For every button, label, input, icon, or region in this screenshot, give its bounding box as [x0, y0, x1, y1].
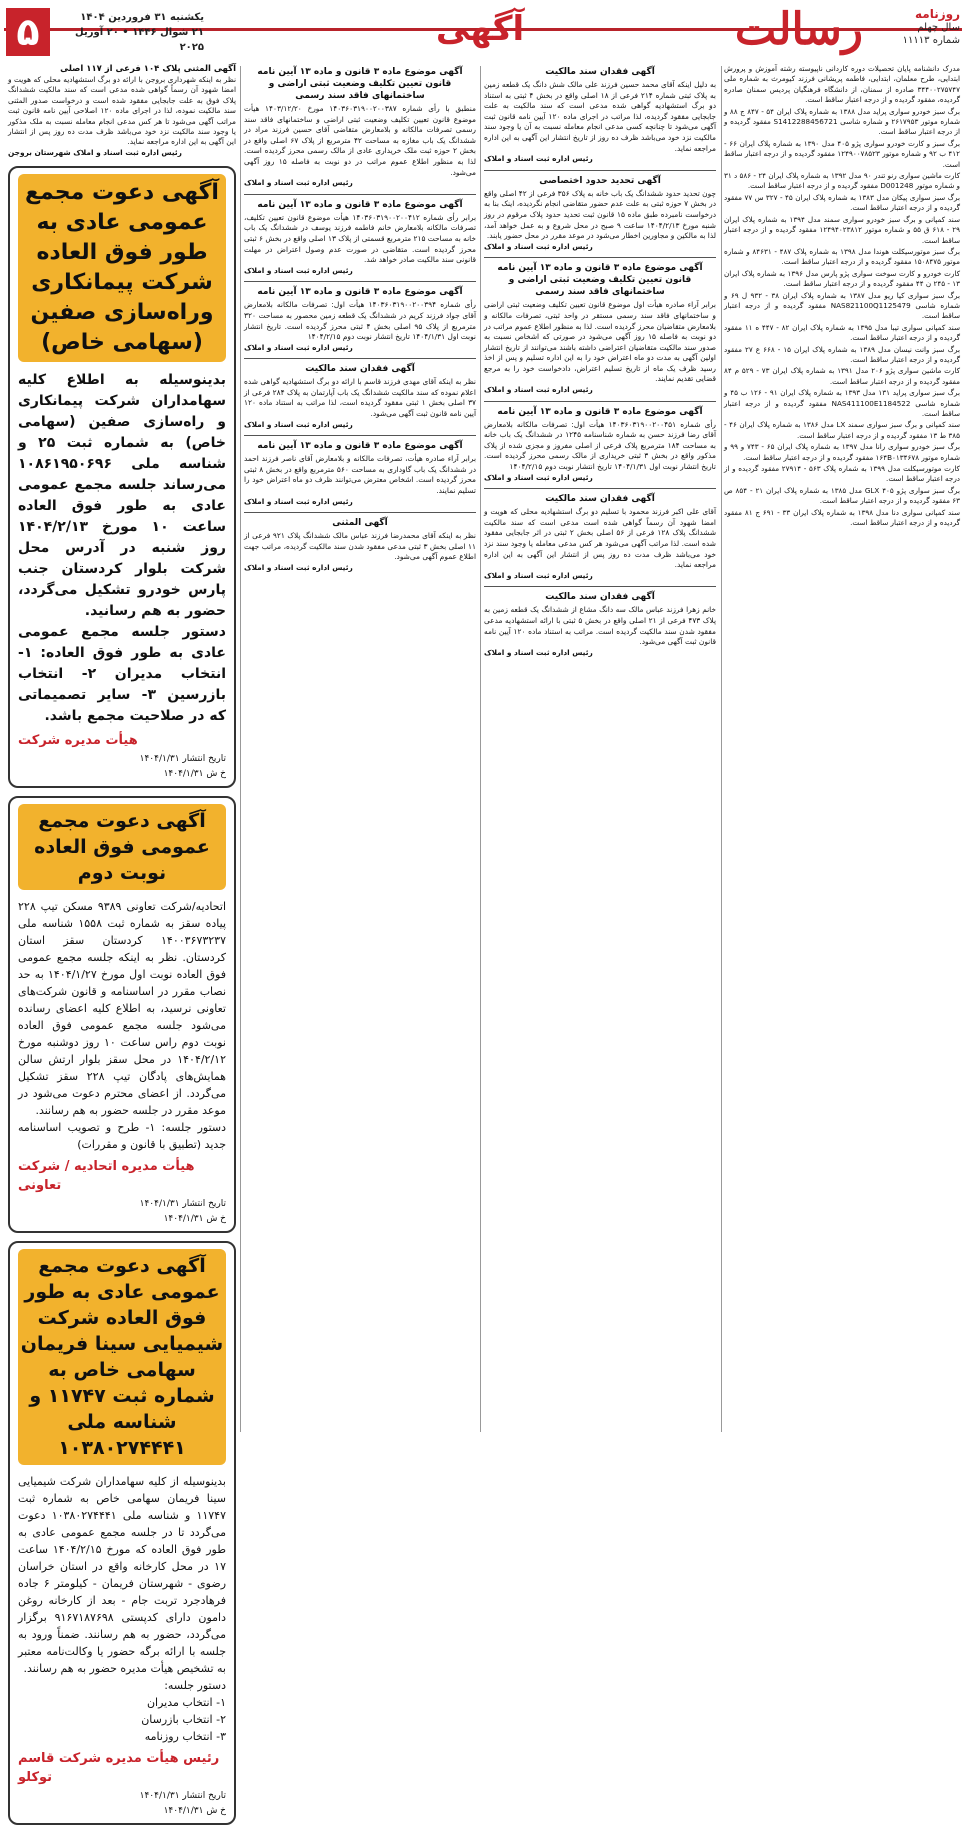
- divider: [484, 488, 716, 489]
- notice-text: آقای علی اکبر فرزند محمود با تسلیم دو برگ استشهادیه محلی که هویت و امضا شهود آن رسماً گواهی شده است مدعی است که سند مالکیت ششدانگ پلاک ۱۲۸ فرعی از ۵۶ اصلی بخش ۲ ثبتی در اثر جابجایی مفقود شده است. لذا مراتب آگهی می‌شود هر کس مدعی معامله یا وجود سند نزد خود می‌باشد ظرف مدت ده روز پس از انتشار این آگهی به این اداره مراجعه نماید.: [484, 507, 717, 570]
- ad-body: اتحادیه/شرکت تعاونی ۹۳۸۹ مسکن تیپ ۲۲۸ پیاده سقز به شماره ثبت ۱۵۵۸ شناسه ملی ۱۴۰۰۳۶۷۳۲۳۷ کردستان سقز استان کردستان. نظر به اینکه جلسه مجمع عمومی فوق العاده نوبت اول مورخ ۱۴۰۴/۱/۲۷ به حد نصاب مقرر در اساسنامه و قانون شرکت‌های تعاونی نرسید، به اطلاع کلیه اعضای رسانده می‌شود جلسه مجمع عمومی فوق العاده نوبت دوم راس ساعت ۱۰ روز دوشنبه مورخ ۱۴۰۴/۲/۱۲ در محل سقز بلوار ارتش سالن همایش‌های پادگان تیپ ۲۲۸ سقز تشکیل می‌گردد. از اعضای محترم دعوت می‌شود در موعد مقرر در جلسه حضور به هم رسانند.: [18, 900, 227, 1118]
- notice-title: آگهی موضوع ماده ۳ قانون و ماده ۱۳ آیین نامه: [257, 287, 463, 298]
- legal-notice: [244, 440, 476, 507]
- notice-text: برابر آراء صادره هیأت، تصرفات مالکانه و بلامعارض آقای ناصر فرزند احمد در ششدانگ یک باب گاوداری به مساحت ۵۶۰ مترمربع واقع در بخش ۸ ثبتی محرز گردیده است. اشخاص معترض می‌توانند ظرف دو ماه اعتراض خود را تسلیم نمایند.: [244, 454, 476, 496]
- section-title: آگهی: [435, 9, 525, 49]
- legal-notice: [244, 199, 476, 277]
- ad-signer: هیأت مدیره اتحادیه / شرکت تعاونی: [18, 1159, 195, 1194]
- assembly-ads-column: [8, 64, 237, 1817]
- notice-text: برابر رأی شماره ۱۴۰۳۶۰۳۱۹۰۰۲۰۰۴۱۲ هیأت موضوع قانون تعیین تکلیف، تصرفات مالکانه بلامعارض خانم فاطمه فرزند یوسف در ششدانگ یک باب خانه به مساحت ۲۱۵ مترمربع قسمتی از پلاک ۱۳ اصلی واقع در بخش ۶ ثبتی محرز گردیده است. متقاضی در صورت عدم وصول اعتراض در مهلت قانونی سند مالکیت صادر خواهد شد.: [244, 212, 477, 265]
- legal-notice: [484, 406, 716, 484]
- legal-notice: [484, 66, 716, 165]
- divider: [244, 358, 476, 359]
- divider: [484, 170, 716, 171]
- notice-text: نظر به اینکه آقای مهدی فرزند قاسم با ارائه دو برگ استشهادیه گواهی شده اعلام نموده که سند مالکیت ششدانگ یک باب آپارتمان به پلاک ۲۸۴ فرعی از ۳۷ اصلی بخش ۱ ثبتی مفقود گردیده است، لذا مراتب به استناد ماده ۱۲۰ آیین نامه قانون ثبت آگهی می‌شود.: [244, 377, 477, 419]
- legal-notice: [484, 493, 716, 581]
- ad-publish-date: تاریخ انتشار ۱۴۰۴/۱/۳۱: [139, 1199, 226, 1210]
- list-item: برگ سبز موتورسیکلت هوندا مدل ۱۳۹۸ به شماره پلاک ۴۸۷ - ۸۴۶۳۱ و شماره موتور ۱۵۰۸۴۷۵ مفقود گردیده و از درجه اعتبار ساقط است.: [724, 246, 960, 267]
- notice-title: آگهی المثنی پلاک ۱۰۴ فرعی از ۱۱۷ اصلی: [60, 64, 236, 74]
- assembly-ad-cooperative: [8, 796, 236, 1233]
- list-item: کارت موتورسیکلت مدل ۱۳۹۹ به شماره پلاک ۵۶۳ - ۲۷۹۱۴ مفقود گردیده و از درجه اعتبار ساقط است.: [724, 464, 960, 484]
- issue-number: شماره ۱۱۱۱۳: [902, 35, 960, 46]
- ad-signer: رئیس هیأت مدیره شرکت قاسم توکلو: [18, 1751, 220, 1786]
- ad-signer: هیأت مدیره شرکت: [18, 733, 138, 749]
- list-item: برگ سبز سواری پراید ۱۳۱ مدل ۱۳۹۳ به شماره پلاک ایران ۹۱ - ۱۲۶ ب ۴۵ و شماره شاسی NAS411100E1184522 مفقود گردیده و از درجه اعتبار ساقط است.: [724, 388, 961, 418]
- notice-text: چون تحدید حدود ششدانگ یک باب خانه به پلاک ۳۵۶ فرعی از ۴۲ اصلی واقع در بخش ۷ حوزه ثبتی به علت عدم حضور متقاضی انجام نگردیده، اینک بنا به درخواست نامبرده طبق ماده ۱۵ قانون ثبت تحدید حدود پلاک مرقوم در روز شنبه مورخ ۱۴۰۴/۲/۱۳ ساعت ۹ صبح در محل شروع و به عمل خواهد آمد، لذا به مالکین و مجاورین اخطار می‌شود در موعد مقرر در محل حضور یابند.: [484, 188, 717, 241]
- column-divider: [480, 66, 481, 1432]
- notice-text: منطبق با رأی شماره ۱۴۰۳۶۰۳۱۹۰۰۲۰۰۳۸۷ مورخ ۱۴۰۳/۱۲/۲۰ هیأت موضوع قانون تعیین تکلیف وضعیت ثبتی اراضی و ساختمانهای فاقد سند رسمی تصرفات مالکانه و بلامعارض متقاضی آقای حسین فرزند مراد در ششدانگ یک باب مغازه به مساحت ۴۲ مترمربع از پلاک ۶۷ اصلی واقع در بخش ۲ حوزه ثبت ملک خریداری عادی از مالک رسمی محرز گردیده است. لذا به منظور اطلاع عموم مراتب در دو نوبت به فاصله ۱۵ روز آگهی می‌شود.: [244, 104, 477, 177]
- legal-notice: [484, 175, 716, 253]
- ad-agenda-item: ۳- انتخاب روزنامه: [144, 1730, 226, 1744]
- ad-publish-date: تاریخ انتشار ۱۴۰۴/۱/۳۱: [139, 1791, 226, 1802]
- notice-signature: رئیس اداره ثبت اسناد و املاک: [244, 342, 353, 352]
- legal-notice: [244, 286, 476, 353]
- list-item: برگ سبز خودرو سواری رانا مدل ۱۳۹۷ به شماره پلاک ایران ۶۵ - ۷۴۳ و ۹۹ و شماره موتور ۱۶۴B۰۱۳۴۶۷۸ مفقود گردیده و از درجه اعتبار ساقط است.: [724, 442, 960, 462]
- notice-signature: رئیس اداره ثبت اسناد و املاک: [244, 178, 353, 188]
- date-line-2: ۲۱ شوال ۱۴۴۶ • ۲۰ آوریل ۲۰۲۵: [75, 27, 204, 53]
- ad-title: آگهی دعوت مجمع عمومی فوق العاده نوبت دوم: [18, 804, 226, 890]
- notice-signature: رئیس اداره ثبت اسناد و املاک شهرستان بروجن: [8, 147, 182, 157]
- notice-title: آگهی موضوع ماده ۳ قانون و ماده ۱۳ آیین نامه: [257, 441, 463, 452]
- divider: [484, 586, 716, 587]
- legal-notice: [244, 66, 476, 189]
- notice-text: خانم زهرا فرزند عباس مالک سه دانگ مشاع از ششدانگ یک قطعه زمین به پلاک ۴۷۳ فرعی از ۲۱ اصلی واقع در بخش ۵ ثبتی با ارائه استشهادیه مدعی مفقود شدن سند مالکیت گردیده است. مراتب به استناد ماده ۱۲۰ آیین نامه قانون ثبت آگهی می‌شود.: [484, 605, 717, 647]
- column-divider: [240, 66, 241, 1432]
- notice-text: نظر به اینکه شهرداری بروجن با ارائه دو برگ استشهادیه محلی که هویت و امضا شهود آن رسماً گواهی شده مدعی است که سند مالکیت ششدانگ پلاک فوق به علت جابجایی مفقود شده است و درخواست صدور المثنی سند مالکیت نموده، لذا در اجرای ماده ۱۲۰ اصلاحی آیین نامه قانون ثبت مراتب آگهی می‌شود تا هر کس مدعی انجام معامله نسبت به ملک مذکور یا وجود سند مالکیت نزد خود می‌باشد ظرف مدت ده روز پس از انتشار این آگهی به این اداره مراجعه نماید.: [8, 75, 237, 147]
- ad-agenda-item: ۱- انتخاب مدیران: [146, 1696, 226, 1710]
- ad-code: خ ش ۱۴۰۴/۱/۳۱: [163, 769, 226, 780]
- notice-title: آگهی فقدان سند مالکیت: [545, 592, 655, 603]
- ad-body: بدینوسیله از کلیه سهامداران شرکت شیمیایی سینا فریمان سهامی خاص به شماره ثبت ۱۱۷۴۷ و شناسه ملی ۱۰۳۸۰۲۷۴۴۴۱ دعوت می‌گردد تا در جلسه مجمع عمومی عادی به طور فوق العاده که مورخ ۱۴۰۴/۲/۱۵ ساعت ۱۷ در محل کارخانه واقع در استان خراسان رضوی - شهرستان فریمان - کیلومتر ۶ جاده فرهادجرد تربت جام - بعد از کارخانه روغن دامون دارای کدپستی ۹۱۶۷۱۸۷۶۹۸ برگزار می‌گردد، حضور به هم رسانند. ضمناً ورود به جلسه با ارائه برگه حضور یا وکالت‌نامه معتبر به تشخیص هیأت مدیره حضور به هم رسانند.: [18, 1475, 226, 1676]
- list-item: سند کمپانی سواری تیبا مدل ۱۳۹۵ به شماره پلاک ایران ۸۲ - ۴۴۷ ه ۱۱ مفقود گردیده و از درجه اعتبار ساقط است.: [724, 322, 960, 343]
- notice-title: آگهی موضوع ماده ۳ قانون و ماده ۱۳ آیین نامه: [497, 406, 703, 417]
- list-item: کارت ماشین سواری پژو ۲۰۶ مدل ۱۳۹۱ به شماره پلاک ایران ۷۳ - ۵۲۹ م ۸۴ مفقود گردیده و از درجه اعتبار ساقط است.: [724, 366, 960, 386]
- notice-signature: رئیس اداره ثبت اسناد و املاک: [244, 496, 353, 506]
- legal-notice: [244, 363, 476, 430]
- ad-publish-date: تاریخ انتشار ۱۴۰۴/۱/۳۱: [139, 754, 226, 765]
- ad-agenda-item: ۲- انتخاب بازرسان: [141, 1713, 226, 1727]
- notice-signature: رئیس اداره ثبت اسناد و املاک: [484, 385, 593, 395]
- notice-text: برابر آراء صادره هیأت اول موضوع قانون تعیین تکلیف وضعیت ثبتی اراضی و ساختمانهای فاقد سند رسمی مستقر در واحد ثبتی، تصرفات مالکانه و بلامعارض متقاضیان محرز گردیده است. لذا به منظور اطلاع عموم مراتب در دو نوبت به فاصله ۱۵ روز آگهی می‌شود در صورتی که اشخاص نسبت به صدور سند مالکیت متقاضیان اعتراضی داشته باشند می‌توانند از تاریخ انتشار اولین آگهی به مدت دو ماه اعتراض خود را به این اداره تسلیم و پس از اخذ رسید ظرف یک ماه از تاریخ تسلیم اعتراض، دادخواست خود را به مرجع قضایی تقدیم نمایند.: [484, 300, 716, 384]
- year-label: سال چهلم: [917, 22, 960, 33]
- legal-notice: [484, 591, 716, 658]
- duplicate-deed-notice: [8, 64, 236, 158]
- ad-agenda: دستور جلسه: ۱- طرح و تصویب اساسنامه جدید (تطبیق با قانون و مقررات): [18, 1121, 227, 1152]
- issue-info: [878, 8, 960, 47]
- legal-notice: [244, 517, 476, 573]
- list-item: کارت خودرو و کارت سوخت سواری پژو پارس مدل ۱۳۹۶ به شماره پلاک ایران ۱۳ - ۲۴۵ ن ۴۴ مفقود گردیده و از درجه اعتبار ساقط است.: [724, 268, 961, 289]
- notice-signature: رئیس اداره ثبت اسناد و املاک: [484, 647, 593, 657]
- notice-signature: رئیس اداره ثبت اسناد و املاک: [244, 563, 353, 572]
- list-item: مدرک دانشنامه پایان تحصیلات دوره کاردانی ناپیوسته رشته آموزش و پرورش ابتدایی، طرح معلمان، ابتدایی، فاطمه پریشانی فرزند کیومرث به شماره ملی ۳۴۴۰۰۲۷۵۷۴۷ صادره از سمنان، از دانشگاه فرهنگیان پردیس سمنان صادره گردیده، مفقود گردیده و از درجه اعتبار ساقط است.: [724, 64, 960, 105]
- notice-title: آگهی تحدید حدود اختصاصی: [539, 175, 661, 186]
- notice-signature: رئیس اداره ثبت اسناد و املاک: [484, 241, 593, 251]
- divider: [484, 257, 716, 258]
- list-item: سند کمپانی و برگ سبز سواری سمند LX مدل ۱۳۸۶ به شماره پلاک ایران ۴۶ - ۳۸۵ ط ۱۳ مفقود گردیده و از درجه اعتبار ساقط است.: [724, 420, 961, 440]
- list-item: برگ سبز وانت نیسان مدل ۱۳۸۹ به شماره پلاک ایران ۱۵ - ۶۶۸ ع ۲۷ مفقود گردیده و از درجه اعتبار ساقط است.: [724, 344, 960, 364]
- page-number-badge: ۵: [6, 8, 50, 56]
- ad-agenda-title: دستور جلسه:: [164, 1679, 226, 1693]
- notice-title: آگهی موضوع ماده ۳ قانون و ماده ۱۳ آیین نامه قانون تعیین تکلیف وضعیت ثبتی اراضی و ساختمانهای فاقد سند رسمی: [257, 67, 463, 101]
- notice-signature: رئیس اداره ثبت اسناد و املاک: [484, 154, 593, 164]
- list-item: برگ سبز سواری پژو ۴۰۵ GLX مدل ۱۳۸۵ به شماره پلاک ایران ۲۱ - ۸۵۴ ص ۶۳ مفقود گردیده و از درجه اعتبار ساقط است.: [724, 485, 960, 506]
- notice-signature: رئیس اداره ثبت اسناد و املاک: [484, 472, 593, 482]
- list-item: سند کمپانی سواری دنا مدل ۱۳۹۸ به شماره پلاک ایران ۳۳ - ۶۹۱ ج ۸۱ مفقود گردیده و از درجه اعتبار ساقط است.: [724, 507, 960, 528]
- notice-text: رأی شماره ۱۴۰۳۶۰۳۱۹۰۰۲۰۰۳۹۴ هیأت اول: تصرفات مالکانه بلامعارض آقای جواد فرزند کریم در ششدانگ یک قطعه زمین محصور به مساحت ۳۲۰ مترمربع از پلاک ۹۵ اصلی بخش ۴ ثبتی محرز گردیده است. تاریخ انتشار نوبت اول ۱۴۰۴/۱/۳۱ تاریخ انتشار نوبت دوم ۱۴۰۴/۲/۱۵: [244, 300, 476, 342]
- registry-notices-column-1: [484, 64, 716, 1434]
- notice-title: آگهی المثنی: [332, 518, 388, 529]
- divider: [484, 401, 716, 402]
- column-divider: [721, 66, 722, 1432]
- ad-title: آگهی دعوت مجمع عمومی عادی به طور فوق العاده شرکت شیمیایی سینا فریمان سهامی خاص به شماره ثبت ۱۱۷۴۷ و شناسه ملی ۱۰۳۸۰۲۷۴۴۴۱: [18, 1249, 226, 1465]
- notice-title: آگهی موضوع ماده ۳ قانون و ماده ۱۳ آیین نامه: [257, 199, 463, 210]
- list-item: سند کمپانی و برگ سبز خودرو سواری سمند مدل ۱۳۹۴ به شماره پلاک ایران ۲۹ - ۶۱۸ ق ۵۵ و شماره موتور ۱۲۴۹۴۰۲۳۸۱۲ مفقود گردیده و از درجه اعتبار ساقط است.: [724, 214, 960, 245]
- notice-text: نظر به اینکه آقای محمدرضا فرزند عباس مالک ششدانگ پلاک ۹۲۱ فرعی از ۱۱ اصلی بخش ۳ ثبتی مدعی مفقود شدن سند مالکیت گردیده، مراتب جهت اطلاع عموم آگهی می‌شود.: [244, 531, 476, 562]
- issue-date: [54, 10, 204, 55]
- notice-title: آگهی فقدان سند مالکیت: [545, 67, 655, 77]
- notice-title: آگهی فقدان سند مالکیت: [305, 364, 415, 375]
- notice-text: به دلیل اینکه آقای محمد حسین فرزند علی مالک شش دانگ یک قطعه زمین به پلاک ثبتی شماره ۲۱۴ فرعی از ۱۸ اصلی واقع در بخش ۴ ثبتی به استناد دو برگ استشهادیه گواهی شده مدعی است که سند مالکیت به علت جابجایی مفقود گردیده، لذا مراتب در اجرای ماده ۱۲۰ آیین نامه قانون ثبت آگهی می‌شود تا چنانچه کسی مدعی انجام معامله نسبت به آن یا وجود سند مالکیت نزد خود می‌باشد ظرف ده روز از تاریخ انتشار این آگهی به این اداره مراجعه نماید.: [484, 80, 716, 153]
- list-item: برگ سبز سواری کیا ریو مدل ۱۳۸۷ به شماره پلاک ایران ۳۸ - ۹۳۲ ل ۶۹ و شماره شاسی NAS821100Q1125479 مفقود گردیده و از درجه اعتبار ساقط است.: [724, 290, 960, 321]
- list-item: برگ سبز و کارت خودرو سواری پژو ۴۰۵ مدل ۱۳۹۰ به شماره پلاک ایران ۶۶ - ۴۱۲ ب ۹۲ و شماره موتور ۱۲۴۹۰۰۷۸۵۲۳ مفقود گردیده و از درجه اعتبار ساقط است.: [724, 138, 960, 169]
- list-item: کارت ماشین سواری رنو تندر ۹۰ مدل ۱۳۹۲ به شماره پلاک ایران ۲۴ - ۵۸۶ د ۳۱ و شماره موتور D001248 مفقود گردیده و از درجه اعتبار ساقط است.: [724, 171, 961, 191]
- ad-agenda: دستور جلسه مجمع عمومی عادی به طور فوق العاده: ۱- انتخاب مدیران ۲- انتخاب بازرسین ۳- سایر تصمیماتی که در صلاحیت مجمع باشد.: [18, 624, 227, 725]
- ad-code: خ ش ۱۴۰۴/۱/۳۱: [163, 1214, 226, 1225]
- divider: [244, 512, 476, 513]
- notice-signature: رئیس اداره ثبت اسناد و املاک: [484, 570, 593, 580]
- notice-title: آگهی فقدان سند مالکیت: [545, 494, 655, 505]
- masthead: [0, 0, 966, 62]
- legal-notice: [484, 262, 716, 395]
- notice-signature: رئیس اداره ثبت اسناد و املاک: [244, 265, 353, 275]
- ad-code: خ ش ۱۴۰۴/۱/۳۱: [163, 1806, 226, 1817]
- brand-label: روزنامه: [915, 7, 960, 21]
- notice-text: رأی شماره ۱۴۰۳۶۰۳۱۹۰۰۲۰۰۴۵۱ هیأت اول: تصرفات مالکانه بلامعارض آقای رضا فرزند حسن به شماره شناسنامه ۱۲۴۵ در ششدانگ یک باب خانه به مساحت ۱۸۴ مترمربع پلاک فرعی از اصلی مفروز و مجزی شده از پلاک مذکور واقع در بخش ۳ ثبتی خریداری از مالک رسمی محرز گردیده است. تاریخ انتشار نوبت اول ۱۴۰۴/۱/۳۱ تاریخ انتشار نوبت دوم ۱۴۰۴/۲/۱۵: [484, 419, 717, 472]
- newspaper-logo: رسالت: [734, 4, 864, 55]
- divider: [244, 435, 476, 436]
- notice-signature: رئیس اداره ثبت اسناد و املاک: [244, 419, 353, 429]
- assembly-ad-sina-fariman: [8, 1241, 236, 1825]
- date-line-1: یکشنبه ۳۱ فروردین ۱۴۰۴: [80, 12, 204, 23]
- registry-notices-column-2: [244, 64, 476, 1434]
- divider: [244, 281, 476, 282]
- ad-body: بدینوسیله به اطلاع کلیه سهامداران شرکت پیمانکاری و راه‌سازی صفین (سهامی خاص) به شماره ثبت ۲۵ و شناسه ملی ۱۰۸۶۱۹۵۰۶۹۶ می‌رساند جلسه مجمع عمومی عادی به طور فوق العاده ساعت ۱۰ مورخ ۱۴۰۴/۲/۱۳ روز شنبه در آدرس محل شرکت بلوار کردستان جنب پارس خودرو تشکیل می‌گردد، حضور به هم رسانید.: [18, 372, 226, 620]
- list-item: برگ سبز سواری پیکان مدل ۱۳۸۳ به شماره پلاک ایران ۴۵ - ۳۲۷ س ۷۷ مفقود گردیده و از درجه اعتبار ساقط است.: [724, 192, 961, 213]
- notice-title: آگهی موضوع ماده ۳ قانون و ماده ۱۳ آیین نامه قانون تعیین تکلیف وضعیت ثبتی اراضی و ساختمانهای فاقد سند رسمی: [497, 263, 703, 298]
- divider: [244, 194, 476, 195]
- ad-title: آگهی دعوت مجمع عمومی عادی به طور فوق العاده شرکت پیمانکاری وراه‌سازی صفین (سهامی خاص): [18, 174, 226, 362]
- list-item: برگ سبز خودرو سواری پراید مدل ۱۳۸۸ به شماره پلاک ایران ۵۴ - ۸۴۷ ج ۸۸ و شماره موتور ۲۶۱۷۹۵۳ و شماره شاسی S1412288456721 مفقود گردیده و از درجه اعتبار ساقط است.: [724, 106, 960, 137]
- lost-documents-column: [724, 64, 960, 1434]
- assembly-ad-saffin: [8, 166, 236, 788]
